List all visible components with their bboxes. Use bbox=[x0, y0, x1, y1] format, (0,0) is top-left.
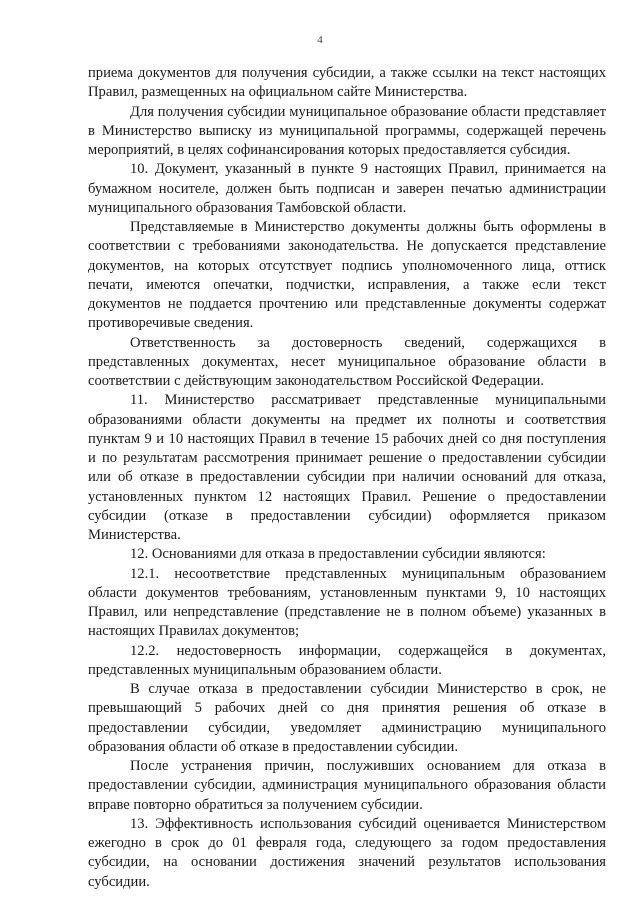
paragraph-3: 10. Документ, указанный в пункте 9 настоящих Правил, принимается на бумажном носителе, должен быть подписан и заверен печатью администрации муниципального образования Тамбовской области. bbox=[88, 161, 606, 216]
paragraph-12: 13. Эффективность использования субсидий оценивается Министерством ежегодно в срок до 01 февраля года, следующего за годом предоставления субсидии, на основании достижения значений результатов использования субсидии. bbox=[88, 815, 606, 890]
paragraph-6: 11. Министерство рассматривает представленные муниципальными образованиями области документы на предмет их полноты и соответствия пунктам 9 и 10 настоящих Правил в течение 15 рабочих дней со дня поступления и по результатам рассмотрения принимает решение о предоставлении субсидии или об отказе в предоставлении субсидии при наличии оснований для отказа, установленных пунктом 12 настоящих Правил. Решение о предоставлении субсидии (отказе в предоставлении субсидии) оформляется приказом Министерства. bbox=[88, 392, 606, 543]
document-body bbox=[88, 64, 606, 892]
paragraph-5: Ответственность за достоверность сведений, содержащихся в представленных документах, несет муниципальное образование области в соответствии с действующим законодательством Российской Федерации. bbox=[88, 334, 606, 389]
page-number: 4 bbox=[317, 34, 323, 46]
paragraph-8: 12.1. несоответствие представленных муниципальным образованием области документов требованиям, установленным пунктами 9, 10 настоящих Правил, или непредставление (представление не в полном объеме) указанных в настоящих Правилах документов; bbox=[88, 565, 606, 640]
paragraph-7: 12. Основаниями для отказа в предоставлении субсидии являются: bbox=[130, 546, 546, 563]
paragraph-10: В случае отказа в предоставлении субсидии Министерство в срок, не превышающий 5 рабочих дней со дня принятия решения об отказе в предоставлении субсидии, уведомляет администрацию муниципального образования области об отказе в предоставлении субсидии. bbox=[88, 681, 606, 755]
paragraph-11: После устранения причин, послуживших основанием для отказа в предоставлении субсидии, администрация муниципального образования области вправе повторно обратиться за получением субсидии. bbox=[88, 758, 606, 813]
paragraph-2: Для получения субсидии муниципальное образование области представляет в Министерство выписку из муниципальной программы, содержащей перечень мероприятий, в целях софинансирования которых предоставляется субсидия. bbox=[88, 103, 606, 158]
paragraph-9: 12.2. недостоверность информации, содержащейся в документах, представленных муниципальным образованием области. bbox=[88, 642, 606, 678]
paragraph-1: приема документов для получения субсидии, а также ссылки на текст настоящих Правил, размещенных на официальном сайте Министерства. bbox=[88, 65, 606, 101]
paragraph-4: Представляемые в Министерство документы должны быть оформлены в соответствии с требованиями законодательства. Не допускается представление документов, на которых отсутствует подпись уполномоченного лица, оттиск печати, имеются опечатки, подчистки, исправления, а также если текст документов не поддается прочтению или представленные документы содержат противоречивые сведения. bbox=[88, 219, 606, 332]
